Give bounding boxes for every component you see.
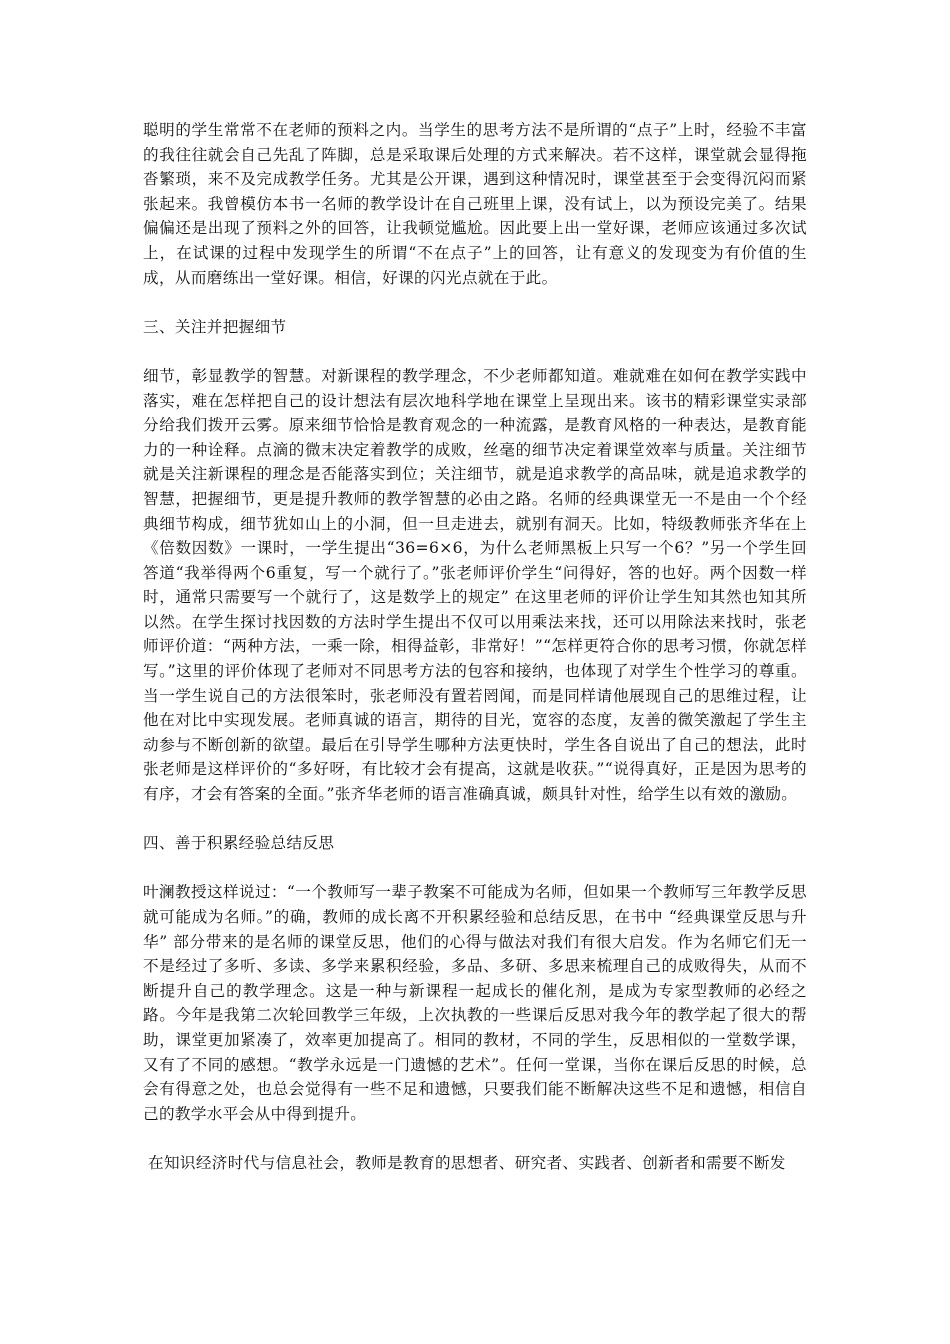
body-paragraph-4: 在知识经济时代与信息社会，教师是教育的思想者、研究者、实践者、创新者和需要不断发 (148, 1153, 786, 1172)
paragraph-spacer (143, 339, 807, 364)
paragraph-spacer (143, 807, 807, 832)
section-heading-4: 四、善于积累经验总结反思 (143, 834, 335, 853)
section-heading-3: 三、关注并把握细节 (143, 317, 287, 336)
paragraph-spacer (143, 1126, 807, 1151)
body-paragraph-3: 叶澜教授这样说过：“一个教师写一辈子教案不可能成为名师，但如果一个教师写三年教学反思就可能成为名师。”的确，教师的成长离不开积累经验和总结反思，在书中 “经典课堂反思与升华” 部分带来的是名师的课堂反思，他们的心得与做法对我们有很大启发。作为名师它们无一不是经过了多听、多读、多学来累积经验，多品、多研、多思来梳理自己的成败得失，从而不断提升自己的教学理念。这是一种与新课程一起成长的催化剂，是成为专家型教师的必经之路。今年是我第二次轮回教学三年级，上次执教的一些课后反思对我今年的教学起了很大的帮助，课堂更加紧凑了，效率更加提高了。相同的教材，不同的学生，反思相似的一堂数学课，又有了不同的感想。“教学永远是一门遗憾的艺术”。任何一堂课，当你在课后反思的时候，总会有得意之处，也总会觉得有一些不足和遗憾，只要我们能不断解决这些不足和遗憾，相信自己的教学水平会从中得到提升。 (143, 883, 807, 1123)
document-page (143, 118, 807, 1176)
body-paragraph-2: 细节，彰显教学的智慧。对新课程的教学理念，不少老师都知道。难就难在如何在教学实践中落实，难在怎样把自己的设计想法有层次地科学地在课堂上呈现出来。该书的精彩课堂实录部分给我们拨开云雾。原来细节恰恰是教育观念的一种流露，是教育风格的一种表达，是教育能力的一种诠释。点滴的微末决定着教学的成败，丝毫的细节决定着课堂效率与质量。关注细节就是关注新课程的理念是否能落实到位；关注细节，就是追求教学的高品味，就是追求教学的智慧，把握细节，更是提升教师的教学智慧的必由之路。名师的经典课堂无一不是由一个个经典细节构成，细节犹如山上的小洞，但一旦走进去，就别有洞天。比如，特级教师张齐华在上《倍数因数》一课时，一学生提出“36=6×6，为什么老师黑板上只写一个6？”另一个学生回答道“我举得两个6重复，写一个就行了。”张老师评价学生“问得好，答的也好。两个因数一样时，通常只需要写一个就行了，这是数学上的规定” 在这里老师的评价让学生知其然也知其所以然。在学生探讨找因数的方法时学生提出不仅可以用乘法来找，还可以用除法来找时，张老师评价道：“两种方法，一乘一除，相得益彰，非常好！”“怎样更符合你的思考习惯，你就怎样写。”这里的评价体现了老师对不同思考方法的包容和接纳，也体现了对学生个性学习的尊重。当一学生说自己的方法很笨时，张老师没有置若罔闻，而是同样请他展现自己的思维过程，让他在对比中实现发展。老师真诚的语言，期待的目光，宽容的态度，友善的微笑激起了学生主动参与不断创新的欲望。最后在引导学生哪种方法更快时，学生各自说出了自己的想法，此时张老师是这样评价的“多好呀，有比较才会有提高，这就是收获。”“说得真好，正是因为思考的有序，才会有答案的全面。”张齐华老师的语言准确真诚，颇具针对性，给学生以有效的激励。 (143, 366, 807, 804)
paragraph-spacer (143, 290, 807, 315)
body-paragraph-1: 聪明的学生常常不在老师的预料之内。当学生的思考方法不是所谓的“点子”上时，经验不丰富的我往往就会自己先乱了阵脚，总是采取课后处理的方式来解决。若不这样，课堂就会显得拖沓繁琐，来不及完成教学任务。尤其是公开课，遇到这种情况时，课堂甚至于会变得沉闷而紧张起来。我曾模仿本书一名师的教学设计在自己班里上课，没有试上，以为预设完美了。结果偏偏还是出现了预料之外的回答，让我顿觉尴尬。因此要上出一堂好课，老师应该通过多次试上，在试课的过程中发现学生的所谓“不在点子”上的回答，让有意义的发现变为有价值的生成，从而磨练出一堂好课。相信，好课的闪光点就在于此。 (143, 121, 807, 287)
paragraph-spacer (143, 856, 807, 881)
